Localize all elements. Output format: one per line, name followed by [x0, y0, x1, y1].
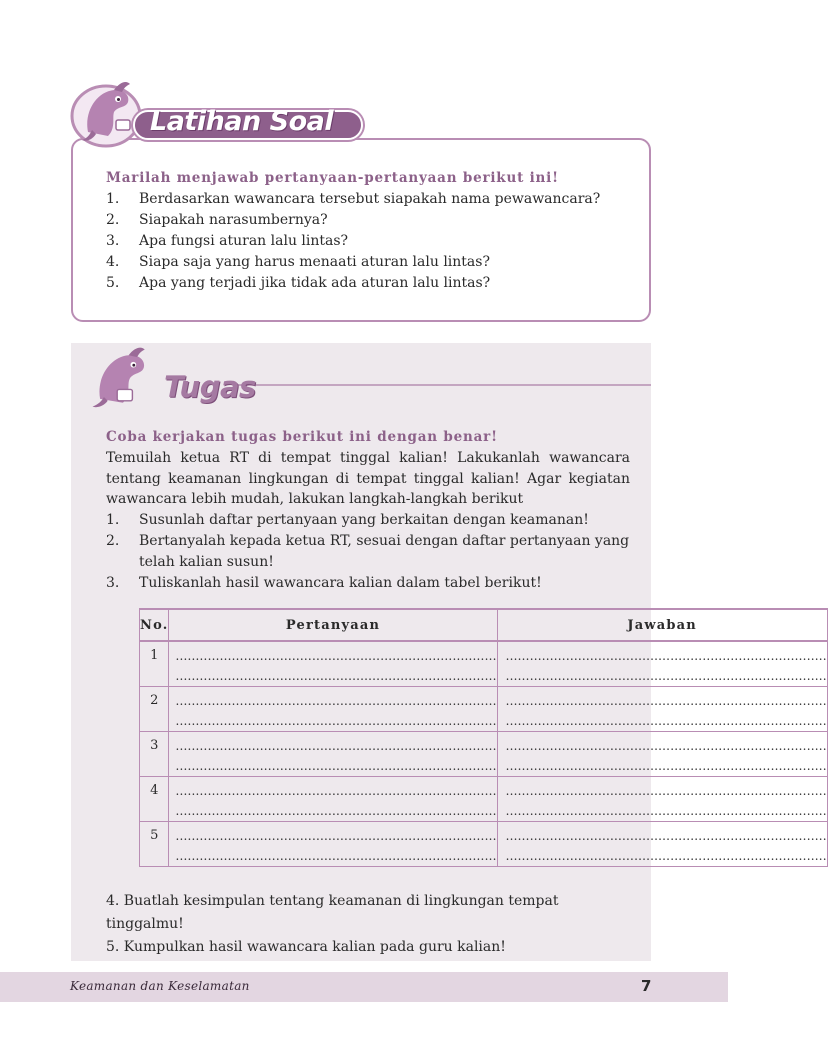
answer-cell — [497, 687, 827, 732]
dot-line: ................................................................................ — [175, 694, 497, 708]
dot-line: ................................................................................ — [175, 829, 497, 843]
tugas-banner-line — [238, 384, 651, 386]
row-number: 3 — [140, 732, 169, 777]
list-item — [106, 252, 636, 273]
dot-line: ................................................................................ — [505, 804, 827, 818]
column-header-pertanyaan: Pertanyaan — [169, 609, 497, 641]
dot-line: ................................................................................ — [505, 649, 827, 663]
column-header-no: No. — [140, 609, 169, 641]
answer-cell — [497, 732, 827, 777]
item-text: Susunlah daftar pertanyaan yang berkaitan dengan keamanan! — [139, 511, 589, 528]
footer-label: Keamanan dan Keselamatan — [70, 979, 250, 993]
answer-cell — [497, 822, 827, 867]
item-text: Apa yang terjadi jika tidak ada aturan lalu lintas? — [139, 275, 491, 291]
step-4-text: 4. Buatlah kesimpulan tentang keamanan di lingkungan tempat tinggalmu! — [106, 893, 559, 932]
row-number: 2 — [140, 687, 169, 732]
list-item — [106, 210, 636, 231]
tugas-after-steps — [106, 890, 636, 959]
tugas-content — [106, 427, 630, 594]
item-number: 3. — [106, 574, 120, 591]
dot-line: ................................................................................ — [175, 784, 497, 798]
dolphin-mascot-icon — [83, 340, 159, 416]
question-cell — [169, 641, 497, 687]
list-item — [106, 189, 636, 210]
answer-cell — [497, 641, 827, 687]
item-number: 2. — [106, 212, 120, 228]
item-text: Berdasarkan wawancara tersebut siapakah nama pewawancara? — [139, 191, 601, 207]
latihan-soal-content — [106, 168, 636, 294]
interview-table — [139, 608, 828, 867]
dot-line: ................................................................................ — [175, 739, 497, 753]
question-cell — [169, 777, 497, 822]
item-number: 3. — [106, 233, 120, 249]
tugas-intro: Temuilah ketua RT di tempat tinggal kalian! Lakukanlah wawancara tentang keamanan lingkungan di tempat tinggal kalian! Agar kegiatan wawancara lebih mudah, lakukan langkah-langkah berikut — [106, 450, 630, 507]
answer-cell — [497, 777, 827, 822]
list-item — [106, 273, 636, 294]
dot-line: ................................................................................ — [175, 669, 497, 683]
table-row — [140, 822, 828, 867]
item-number: 4. — [106, 254, 120, 270]
dot-line: ................................................................................ — [505, 714, 827, 728]
item-number: 1. — [106, 191, 120, 207]
list-item — [106, 531, 630, 573]
item-text: Bertanyalah kepada ketua RT, sesuai dengan daftar pertanyaan yang telah kalian susun! — [139, 532, 630, 570]
item-number: 2. — [106, 532, 120, 549]
latihan-lead: Marilah menjawab pertanyaan-pertanyaan berikut ini! — [106, 170, 559, 186]
dot-line: ................................................................................ — [505, 669, 827, 683]
question-cell — [169, 687, 497, 732]
item-number: 5. — [106, 275, 120, 291]
tugas-title: Tugas — [164, 370, 256, 404]
dot-line: ................................................................................ — [505, 739, 827, 753]
item-text: Siapa saja yang harus menaati aturan lalu lintas? — [139, 254, 490, 270]
dot-line: ................................................................................ — [175, 804, 497, 818]
step-5-text: 5. Kumpulkan hasil wawancara kalian pada guru kalian! — [106, 939, 506, 955]
dot-line: ................................................................................ — [175, 759, 497, 773]
table-header-row — [140, 609, 828, 641]
list-item — [106, 231, 636, 252]
item-number: 1. — [106, 511, 120, 528]
row-number: 1 — [140, 641, 169, 687]
list-item — [106, 573, 630, 594]
page-number: 7 — [641, 977, 652, 995]
question-cell — [169, 822, 497, 867]
row-number: 4 — [140, 777, 169, 822]
dot-line: ................................................................................ — [175, 649, 497, 663]
row-number: 5 — [140, 822, 169, 867]
question-cell — [169, 732, 497, 777]
dot-line: ................................................................................ — [175, 849, 497, 863]
dot-line: ................................................................................ — [505, 759, 827, 773]
item-text: Apa fungsi aturan lalu lintas? — [139, 233, 349, 249]
column-header-jawaban: Jawaban — [497, 609, 827, 641]
latihan-soal-title: Latihan Soal — [150, 106, 334, 137]
table-row — [140, 641, 828, 687]
list-item — [106, 510, 630, 531]
table-row — [140, 687, 828, 732]
tugas-lead: Coba kerjakan tugas berikut ini dengan benar! — [106, 429, 498, 445]
table-row — [140, 777, 828, 822]
dot-line: ................................................................................ — [505, 784, 827, 798]
dot-line: ................................................................................ — [175, 714, 497, 728]
dot-line: ................................................................................ — [505, 849, 827, 863]
item-text: Siapakah narasumbernya? — [139, 212, 328, 228]
dot-line: ................................................................................ — [505, 694, 827, 708]
dot-line: ................................................................................ — [505, 829, 827, 843]
dolphin-mascot-icon — [66, 72, 146, 152]
table-row — [140, 732, 828, 777]
item-text: Tuliskanlah hasil wawancara kalian dalam tabel berikut! — [139, 574, 542, 591]
